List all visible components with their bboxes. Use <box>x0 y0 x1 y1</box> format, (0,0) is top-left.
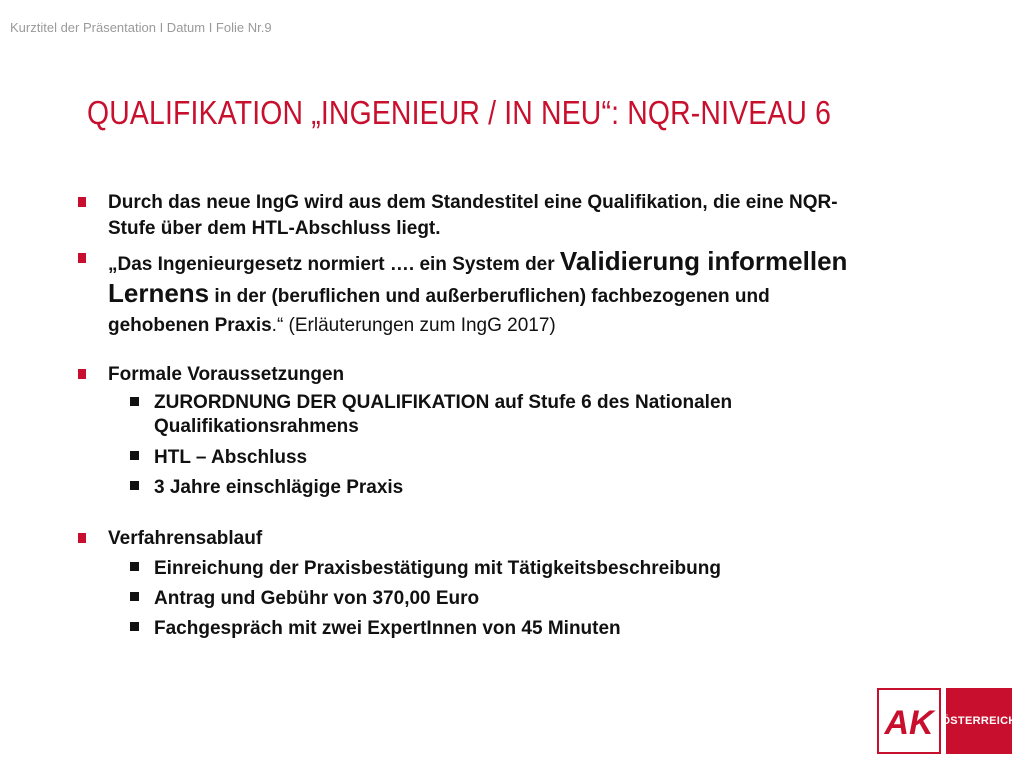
oesterreich-logo-text: ÖSTERREICH <box>941 715 1017 727</box>
bullet-formale-voraussetzungen: Formale Voraussetzungen <box>108 364 345 385</box>
sub-bullet-zuordnung <box>154 391 934 439</box>
slide-title: QUALIFIKATION „INGENIEUR / IN NEU“: NQR-NIVEAU 6 <box>87 94 832 131</box>
sub-bullet-praxis: 3 Jahre einschlägige Praxis <box>154 477 404 498</box>
slide-header-text: Kurztitel der Präsentation I Datum I Folie Nr.9 <box>10 20 272 35</box>
sub-bullet-einreichung: Einreichung der Praxisbestätigung mit Tätigkeitsbeschreibung <box>154 558 721 579</box>
quote-text: gehobenen Praxis <box>108 315 272 336</box>
bullet-marker-red <box>78 197 86 207</box>
ak-logo-text: AK <box>884 704 934 742</box>
sub-bullet-line: Qualifikationsrahmens <box>154 416 359 437</box>
ak-logo-mark-icon <box>879 690 939 752</box>
quote-emphasis: Lernens <box>108 278 210 308</box>
bullet-verfahrensablauf: Verfahrensablauf <box>108 528 263 549</box>
quote-emphasis: Validierung informellen <box>559 246 848 276</box>
bullet-quote-ingenieurgesetz <box>108 247 938 340</box>
bullet-marker-red <box>78 253 86 263</box>
sub-bullet-line: ZURORDNUNG DER QUALIFIKATION auf Stufe 6 des Nationalen <box>154 392 733 413</box>
quote-text: in der (beruflichen und außerberuflichen) fachbezogenen und <box>209 286 770 307</box>
quote-source: .“ (Erläuterungen zum IngG 2017) <box>271 315 556 336</box>
bullet-marker-black <box>130 397 139 406</box>
bullet-line: Stufe über dem HTL-Abschluss liegt. <box>108 218 441 239</box>
ak-logo <box>877 688 941 754</box>
bullet-marker-black <box>130 622 139 631</box>
bullet-marker-black <box>130 451 139 460</box>
bullet-marker-red <box>78 369 86 379</box>
sub-bullet-antrag: Antrag und Gebühr von 370,00 Euro <box>154 588 480 609</box>
sub-bullet-fachgespraech: Fachgespräch mit zwei ExpertInnen von 45 Minuten <box>154 618 621 639</box>
bullet-marker-black <box>130 562 139 571</box>
oesterreich-logo <box>941 688 1017 754</box>
bullet-marker-red <box>78 533 86 543</box>
bullet-marker-black <box>130 481 139 490</box>
bullet-line: Durch das neue IngG wird aus dem Standestitel eine Qualifikation, die eine NQR- <box>108 192 838 213</box>
bullet-ingg-qualification <box>108 190 938 242</box>
quote-text: „Das Ingenieurgesetz normiert …. ein System der <box>108 254 560 275</box>
sub-bullet-htl: HTL – Abschluss <box>154 447 308 468</box>
bullet-marker-black <box>130 592 139 601</box>
